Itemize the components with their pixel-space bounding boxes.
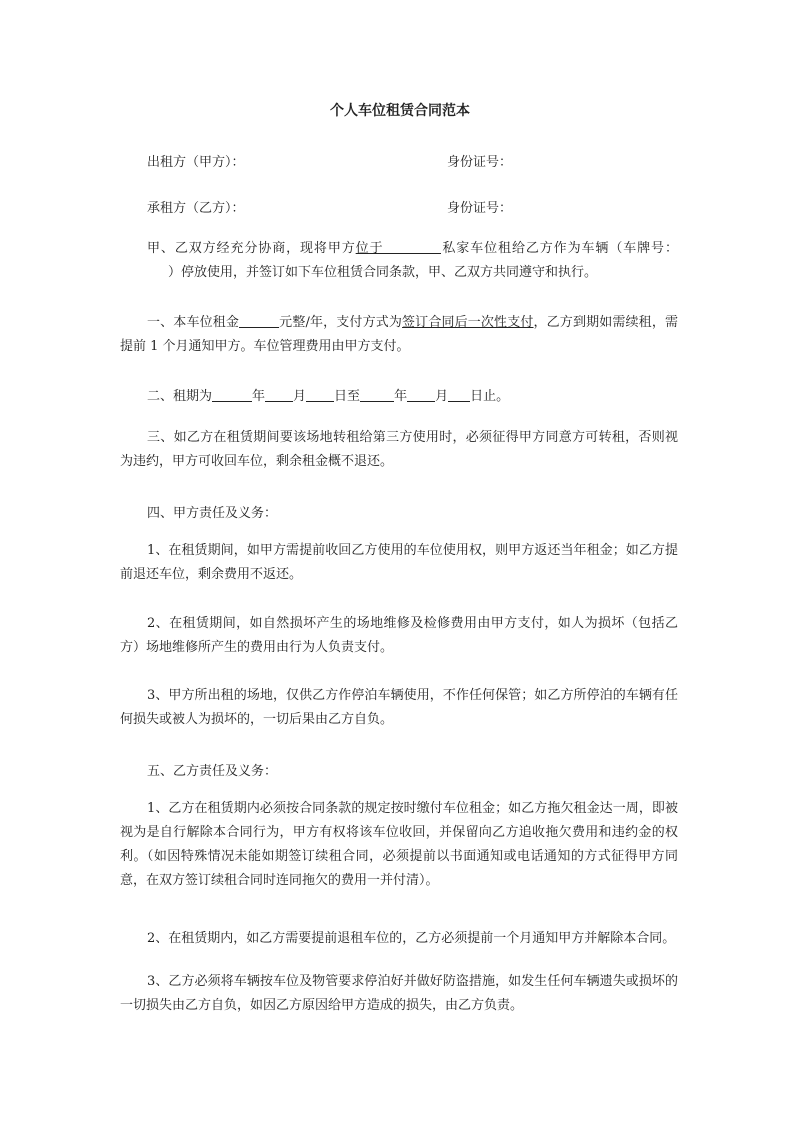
- end-month-blank: [407, 387, 435, 402]
- lessor-id-label: 身份证号：: [447, 155, 513, 170]
- clause-2-year-1: 年: [252, 389, 266, 404]
- lessee-row: [147, 197, 687, 217]
- start-month-blank: [265, 387, 293, 402]
- payment-method: 签订合同后一次性支付: [402, 315, 534, 330]
- intro-text-1: 甲、乙双方经充分协商，现将甲方: [147, 241, 356, 256]
- intro-paragraph: [120, 237, 678, 285]
- lessee-label: 承租方（乙方）：: [147, 201, 245, 216]
- intro-text-3: ）停放使用，并签订如下车位租赁合同条款，甲、乙双方共同遵守和执行。: [168, 265, 598, 280]
- section-4-item-2: 2、在租赁期间，如自然损坏产生的场地维修及检修费用由甲方支付，如人为损坏（包括乙方）场地维修所产生的费用由行为人负责支付。: [120, 616, 678, 655]
- start-day-blank: [306, 387, 334, 402]
- lessee-id-label: 身份证号：: [447, 201, 513, 216]
- section-4-item-3: 3、甲方所出租的场地，仅供乙方作停泊车辆使用，不作任何保管；如乙方所停泊的车辆有任何损失或被人为损坏的，一切后果由乙方自负。: [120, 688, 678, 727]
- clause-1-text-2: 元整/年，支付方式为: [279, 315, 403, 330]
- clause-2-day-2: 日止。: [470, 389, 510, 404]
- document-title: 个人车位租赁合同范本: [330, 103, 470, 119]
- start-year-blank: [212, 387, 252, 402]
- end-day-blank: [448, 387, 470, 402]
- clause-1-text-1: 一、本车位租金: [147, 315, 240, 330]
- clause-1-text-3: ，乙方到期如需续租，需提前 1 个月通知甲方。车位管理费用由甲方支付。: [120, 315, 678, 354]
- section-5-item-2: 2、在租赁期内，如乙方需要提前退租车位的，乙方必须提前一个月通知甲方并解除本合同。: [147, 931, 676, 946]
- section-5-heading: 五、乙方责任及义务：: [147, 764, 278, 779]
- clause-2-prefix: 二、租期为: [147, 389, 213, 404]
- intro-text-2: 私家车位租给乙方作为车辆（车牌号：: [441, 241, 678, 256]
- lessor-label: 出租方（甲方）：: [147, 155, 245, 170]
- section-4-item-1: 1、在租赁期间，如甲方需提前收回乙方使用的车位使用权，则甲方返还当年租金；如乙方提前退还车位，剩余费用不返还。: [120, 543, 678, 582]
- end-year-blank: [360, 387, 394, 402]
- clause-2-day-1: 日至: [334, 389, 361, 404]
- rent-blank: [239, 313, 279, 328]
- section-4-heading: 四、甲方责任及义务：: [147, 506, 278, 521]
- intro-location: 位于: [355, 241, 384, 256]
- location-blank: [383, 239, 441, 254]
- clause-3: 三、如乙方在租赁期间要该场地转租给第三方使用时，必须征得甲方同意方可转租，否则视为违约，甲方可收回车位，剩余租金概不退还。: [120, 430, 678, 469]
- clause-2-month-2: 月: [435, 389, 449, 404]
- clause-2: [147, 385, 509, 404]
- section-5-item-1: 1、乙方在租赁期内必须按合同条款的规定按时缴付车位租金；如乙方拖欠租金达一周，即被视为是自行解除本合同行为，甲方有权将该车位收回，并保留向乙方追收拖欠费用和违约金的权利。（如因特殊情况未能如期签订续租合同，必须提前以书面通知或电话通知的方式征得甲方同意，在双方签订续租合同时连同拖欠的费用一并付清）。: [120, 801, 678, 888]
- section-5-item-3: 3、乙方必须将车辆按车位及物管要求停泊好并做好防盗措施，如发生任何车辆遗失或损坏的一切损失由乙方自负，如因乙方原因给甲方造成的损失，由乙方负责。: [120, 974, 678, 1013]
- clause-1: [120, 311, 678, 359]
- lessor-row: [147, 151, 687, 171]
- clause-2-year-2: 年: [394, 389, 408, 404]
- clause-2-month-1: 月: [293, 389, 307, 404]
